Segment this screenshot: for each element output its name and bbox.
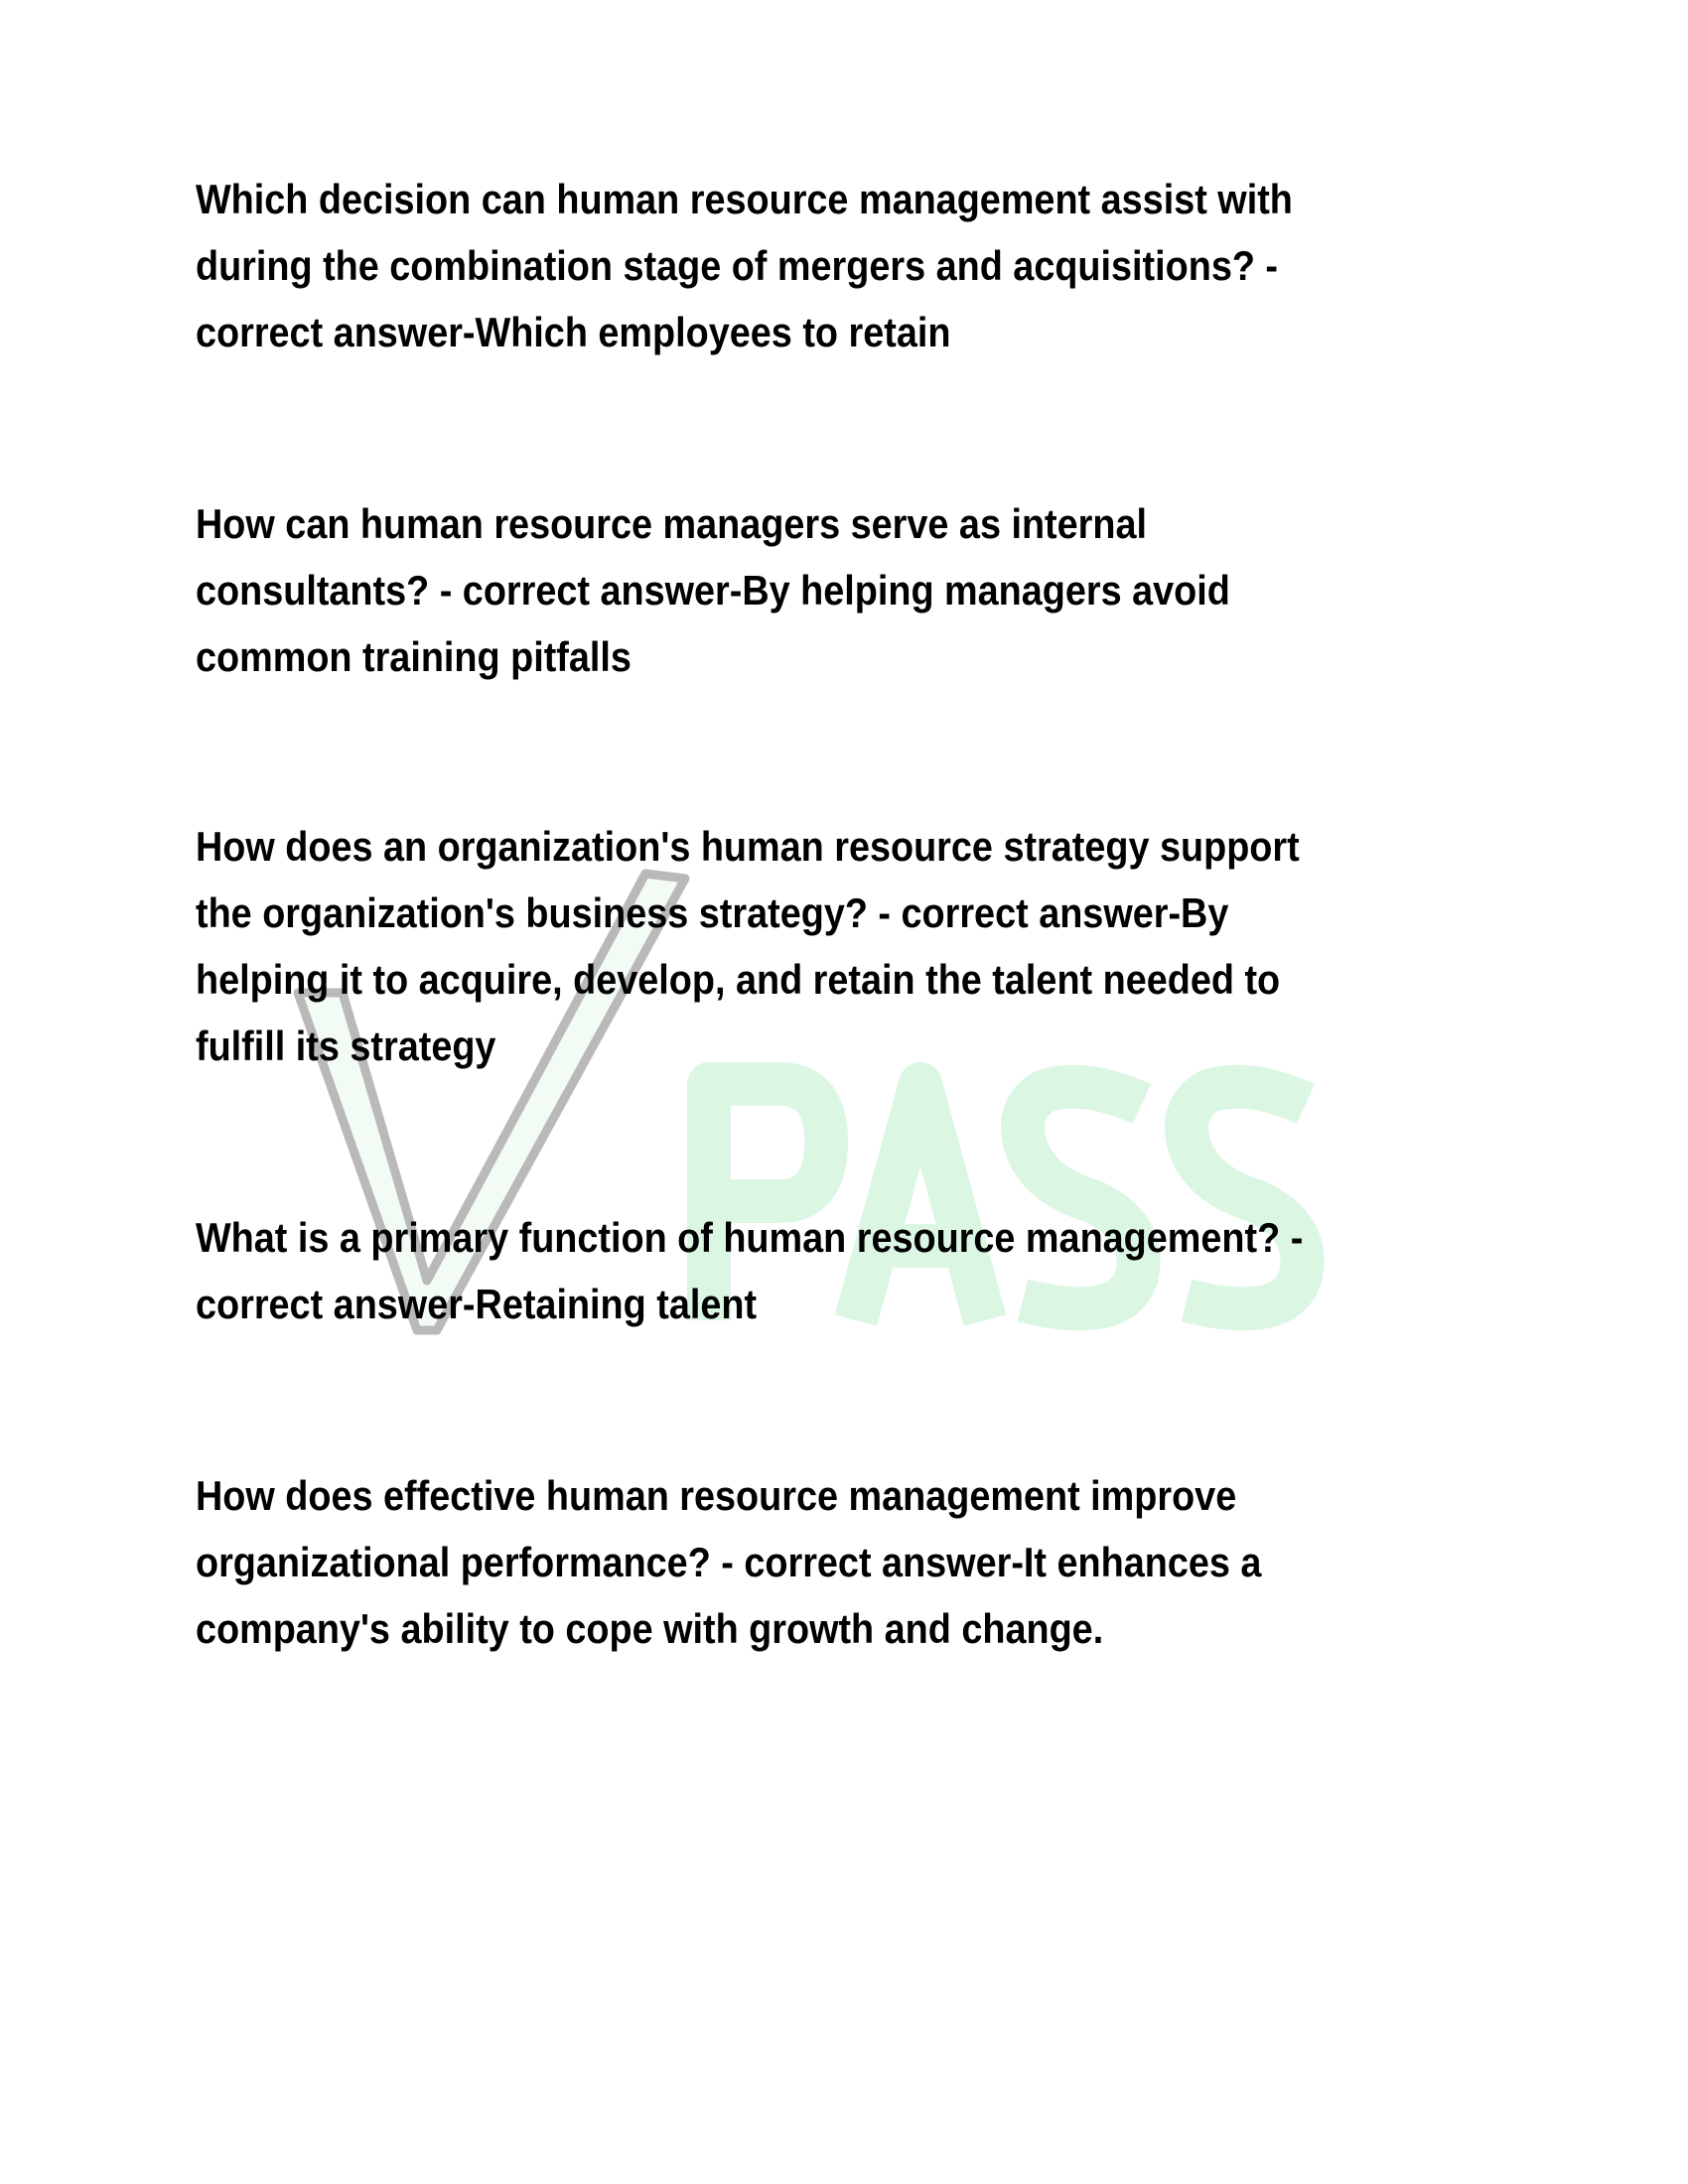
qa-item-3	[196, 813, 1422, 1079]
qa-line: correct answer-Retaining talent	[196, 1281, 758, 1327]
qa-line: common training pitfalls	[196, 633, 632, 680]
qa-line: company's ability to cope with growth and change.	[196, 1605, 1104, 1652]
qa-line: the organization's business strategy? - correct answer-By	[196, 889, 1229, 936]
qa-line: How can human resource managers serve as internal	[196, 500, 1147, 547]
qa-line: correct answer-Which employees to retain	[196, 309, 951, 355]
qa-line: Which decision can human resource management assist with	[196, 176, 1293, 222]
qa-line: fulfill its strategy	[196, 1023, 496, 1069]
qa-line: What is a primary function of human resource management? -	[196, 1214, 1304, 1261]
qa-item-5	[196, 1462, 1380, 1662]
qa-line: consultants? - correct answer-By helping managers avoid	[196, 567, 1230, 614]
qa-item-4	[196, 1204, 1426, 1337]
qa-item-1	[196, 166, 1415, 365]
qa-line: How does effective human resource management improve	[196, 1472, 1237, 1519]
qa-item-2	[196, 490, 1345, 690]
qa-line: helping it to acquire, develop, and retain the talent needed to	[196, 956, 1281, 1003]
qa-line: during the combination stage of mergers and acquisitions? -	[196, 242, 1279, 289]
qa-line: organizational performance? - correct answer-It enhances a	[196, 1539, 1262, 1585]
qa-line: How does an organization's human resource strategy support	[196, 823, 1300, 870]
